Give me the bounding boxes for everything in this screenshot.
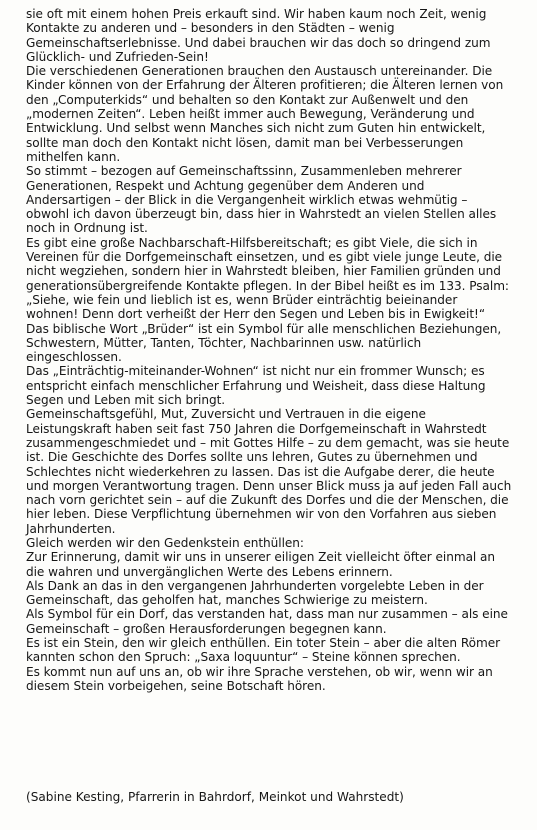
paragraph: Die verschiedenen Generationen brauchen den Austausch untereinander. Die Kinder können von der Erfahrung der Älteren profitieren; die Älteren lernen von den „Computerkids“ und behalten so den Kontakt zur Außenwelt und den „modernen Zeiten“. Leben heißt immer auch Bewegung, Veränderung und Entwicklung. Und selbst wenn Manches sich nicht zum Guten hin entwickelt, sollte man doch den Kontakt nicht lösen, damit man bei Verbesserungen mithelfen kann.: [26, 64, 504, 164]
paragraph: Als Dank an das in den vergangenen Jahrhunderten vorgelebte Leben in der Gemeinschaft, das geholfen hat, manches Schwierige zu meistern.: [26, 578, 484, 608]
paragraph: sie oft mit einem hohen Preis erkauft sind. Wir haben kaum noch Zeit, wenig Kontakte zu anderen und – besonders in den Städten – wenig Gemeinschaftserlebnisse. Und dabei brauchen wir das doch so dringend zum Glücklich- und Zufrieden-Sein!: [26, 7, 491, 64]
paragraph: Es kommt nun auf uns an, ob wir ihre Sprache verstehen, ob wir, wenn wir an diesem Stein vorbeigehen, seine Botschaft hören.: [26, 664, 493, 693]
paragraph: So stimmt – bezogen auf Gemeinschaftssinn, Zusammenleben mehrerer Generationen, Respekt und Achtung gegenüber dem Anderen und Andersartigen – der Blick in die Vergangenheit wirklich etwas wehmütig – obwohl ich davon überzeugt bin, dass hier in Wahrstedt an vielen Stellen alles noch in Ordnung ist.: [26, 164, 497, 236]
paragraph: Gleich werden wir den Gedenkstein enthüllen:: [26, 535, 304, 550]
document-body: [26, 7, 513, 693]
author-signature: (Sabine Kesting, Pfarrerin in Bahrdorf, Meinkot und Wahrstedt): [26, 790, 404, 804]
paragraph: Das „Einträchtig-miteinander-Wohnen“ ist nicht nur ein frommer Wunsch; es entspricht einfach menschlicher Erfahrung und Weisheit, dass diese Haltung Segen und Leben mit sich bringt.: [26, 364, 486, 408]
paragraph: Als Symbol für ein Dorf, das verstanden hat, dass man nur zusammen – als eine Gemeinschaft – großen Herausforderungen begegnen kann.: [26, 607, 508, 636]
paragraph: Das biblische Wort „Brüder“ ist ein Symbol für alle menschlichen Beziehungen, Schwestern, Mütter, Tanten, Töchter, Nachbarinnen usw. natürlich eingeschlossen.: [26, 321, 502, 365]
paragraph: Es gibt eine große Nachbarschaft-Hilfsbereitschaft; es gibt Viele, die sich in Vereinen für die Dorfgemeinschaft einsetzen, und es gibt viele junge Leute, die nicht wegziehen, sondern hier in Wahrstedt bleiben, hier Familien gründen und generationsübergreifende Kontakte pflegen. In der Bibel heißt es im 133. Psalm: „Siehe, wie fein und lieblich ist es, wenn Brüder einträchtig beieinander wohnen! Denn dort verheißt der Herr den Segen und Leben bis in Ewigkeit!“: [26, 235, 509, 322]
paragraph: Zur Erinnerung, damit wir uns in unserer eiligen Zeit vielleicht öfter einmal an die wahren und unvergänglichen Werte des Lebens erinnern.: [26, 550, 496, 579]
paragraph: Gemeinschaftsgefühl, Mut, Zuversicht und Vertrauen in die eigene Leistungskraft haben seit fast 750 Jahren die Dorfgemeinschaft in Wahrstedt zusammengeschmiedet und – mit Gottes Hilfe – zu dem gemacht, was sie heute ist. Die Geschichte des Dorfes sollte uns lehren, Gutes zu übernehmen und Schlechtes nicht wiederkehren zu lassen. Das ist die Aufgabe derer, die heute und morgen Verantwortung tragen. Denn unser Blick muss ja auf jeden Fall auch nach vorn gerichtet sein – auf die Zukunft des Dorfes und die der Menschen, die hier leben. Diese Verpflichtung übernehmen wir von den Vorfahren aus sieben Jahrhunderten.: [26, 407, 512, 536]
paragraph: Es ist ein Stein, den wir gleich enthüllen. Ein toter Stein – aber die alten Römer kannten schon den Spruch: „Saxa loquuntur“ – Steine können sprechen.: [26, 636, 501, 665]
